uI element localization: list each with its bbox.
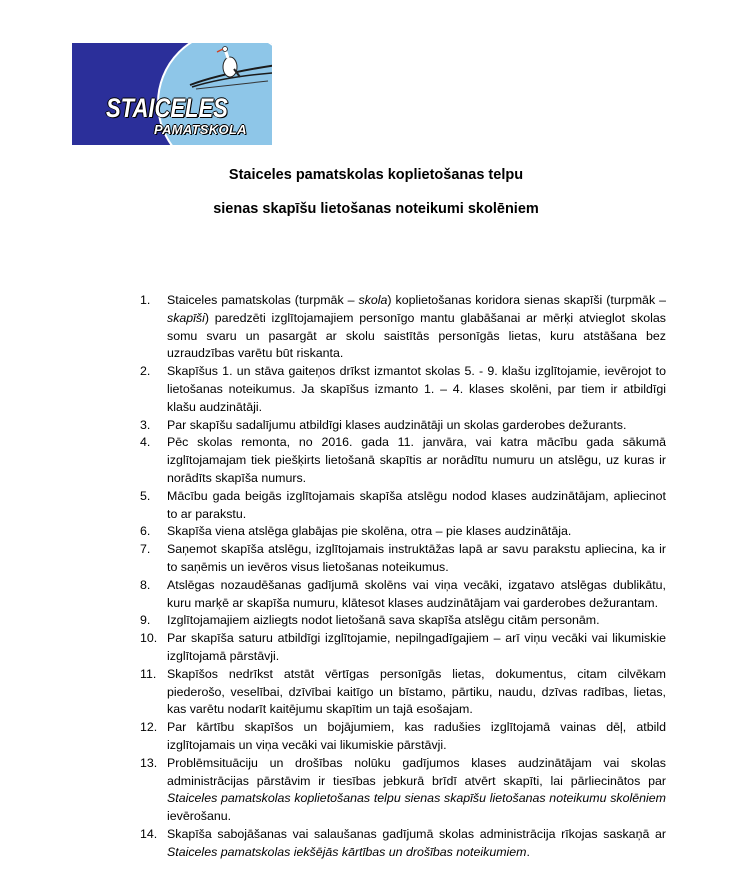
rule-item [140, 363, 666, 416]
rule-number: 11. [140, 666, 157, 681]
rule-text: Par skapīša saturu atbildīgi izglītojamie, nepilngadīgajiem – arī viņu vecāki vai likumiskie izglītojamā pārstāvji. [167, 631, 666, 663]
rule-number: 2. [140, 364, 151, 379]
rule-number: 5. [140, 488, 151, 503]
rule-item [140, 541, 666, 577]
rule-text: Skapīša sabojāšanas vai salaušanas gadījumā skolas administrācija rīkojas saskaņā ar [167, 826, 666, 841]
document-title-line-1: Staiceles pamatskolas koplietošanas telpu [228, 167, 524, 183]
rule-item [140, 417, 666, 435]
rule-text: Staiceles pamatskolas (turpmāk – [167, 293, 359, 307]
rule-item [140, 292, 666, 363]
logo-line-2: PAMATSKOLA [154, 122, 247, 137]
rule-text: Skapīšos nedrīkst atstāt vērtīgas personīgās lietas, dokumentus, citam cilvēkam piederošo, veselībai, dzīvībai kaitīgo un bīstamo, pārtiku, naudu, dzīvas radības, lietas, kas varētu nodarīt kaitējumu skapītim un tajā esošajam. [167, 666, 666, 717]
rule-item [140, 488, 666, 524]
rule-text-italic: Staiceles pamatskolas koplietošanas telpu sienas skapīšu lietošanas noteikumu skolēniem [167, 791, 666, 806]
rule-number: 9. [140, 613, 151, 628]
rule-number: 7. [140, 542, 151, 557]
rule-text: Atslēgas nozaudēšanas gadījumā skolēns vai viņa vecāki, izgatavo atslēgas dublikātu, kuru marķē ar skapīša numuru, klātesot klases audzinātājam vai garderobes dežurantam. [167, 577, 666, 610]
rule-text: Skapīšus 1. un stāva gaiteņos drīkst izmantot skolas 5. - 9. klašu izglītojamie, ievērojot to lietošanas noteikumus. Ja skapīšus izmanto 1. – 4. klases skolēni, par tiem ir atbildīgi klašu audzinātāji. [167, 364, 666, 414]
rule-text: Saņemot skapīša atslēgu, izglītojamais instruktāžas lapā ar savu parakstu apliecina, ka ir to saņēmis un ievēros visus lietošanas noteikumus. [167, 542, 666, 574]
rule-item [140, 577, 666, 613]
rule-text: Izglītojamajiem aizliegts nodot lietošanā sava skapīša atslēgu citām personām. [167, 613, 600, 628]
rule-number: 10. [140, 631, 158, 646]
rule-text: ievērošanu. [167, 809, 232, 824]
school-logo [72, 43, 272, 145]
rule-item [140, 666, 666, 719]
rule-number: 1. [140, 293, 151, 307]
rule-item [140, 719, 666, 755]
rule-number: 8. [140, 577, 151, 592]
rule-number: 14. [140, 826, 158, 841]
rule-item [140, 434, 666, 487]
rule-text: ) paredzēti izglītojamajiem personīgo mantu glabāšanai ar mērķi atvieglot skolas somu svaru un pasargāt ar skolu saistītās personīgās lietas, kuru atstāšana bez uzraudzības varētu būt riskanta. [167, 310, 666, 361]
rule-number: 4. [140, 435, 151, 450]
rule-text-italic: skapīši [167, 310, 205, 325]
rule-text: Skapīša viena atslēga glabājas pie skolēna, otra – pie klases audzinātāja. [167, 524, 572, 539]
rule-text: Pēc skolas remonta, no 2016. gada 11. janvāra, vai katra mācību gada sākumā izglītojamajam tiek piešķirts lietošanā skapītis ar norādītu numuru un atslēgu, uz kuras ir norādīts skapīša numurs. [167, 435, 666, 485]
rule-text: . [526, 844, 530, 859]
rule-text: Par skapīšu sadalījumu atbildīgi klases audzinātāji un skolas garderobes dežurants. [167, 417, 627, 432]
rule-number: 13. [140, 755, 158, 770]
rule-item [140, 826, 666, 862]
rule-item [140, 523, 666, 541]
rule-item [140, 755, 666, 826]
rules-list [140, 292, 666, 862]
rule-number: 3. [140, 417, 151, 432]
rule-number: 12. [140, 720, 158, 735]
rule-text: ) koplietošanas koridora sienas skapīši (turpmāk – [387, 293, 666, 307]
rule-item [140, 630, 666, 666]
rule-text: Par kārtību skapīšos un bojājumiem, kas radušies izglītojamā vainas dēļ, atbild izglītojamais un viņa vecāki vai likumiskie pārstāvji. [167, 720, 666, 752]
rule-text: Mācību gada beigās izglītojamais skapīša atslēgu nodod klases audzinātājam, apliecinot to ar parakstu. [167, 488, 666, 521]
document-title-line-2: sienas skapīšu lietošanas noteikumi skolēniem [213, 201, 539, 217]
rule-text-italic: Staiceles pamatskolas iekšējās kārtības un drošības noteikumiem [167, 844, 527, 859]
rule-text-italic: skola [358, 293, 388, 307]
rule-item [140, 612, 666, 630]
logo-line-1: STAICELES [106, 93, 228, 123]
rule-number: 6. [140, 524, 151, 539]
rule-text: Problēmsituāciju un drošības nolūku gadījumos klases audzinātājam vai skolas administrācijas pārstāvim ir tiesības jebkurā brīdī atvērt skapīti, lai pārliecinātos par [167, 755, 666, 788]
